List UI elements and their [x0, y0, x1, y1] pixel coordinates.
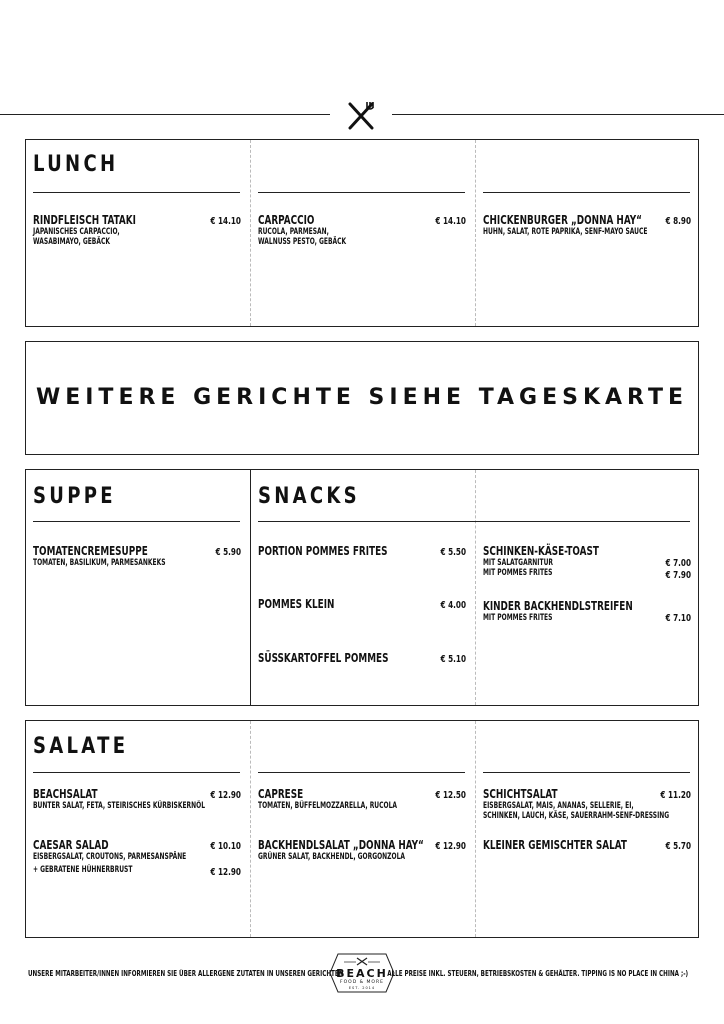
section-divider: [250, 470, 251, 705]
item-price: € 12.50: [435, 790, 466, 801]
section-title-salate: SALATE: [33, 734, 129, 759]
column-divider: [250, 721, 251, 937]
item-name: BEACHSALAT: [33, 787, 98, 801]
suppe-snacks-section: [25, 469, 699, 706]
item-price: € 7.90: [665, 570, 691, 581]
section-underline: [483, 772, 690, 773]
section-underline: [258, 192, 465, 193]
item-variant-label: MIT POMMES FRITES: [483, 568, 553, 578]
section-title-suppe: SUPPE: [33, 484, 116, 509]
column-divider: [250, 140, 251, 326]
menu-item: [483, 600, 666, 623]
item-name: TOMATENCREMESUPPE: [33, 544, 148, 558]
menu-item: [483, 545, 624, 578]
item-extra-label: + GEBRATENE HÜHNERBRUST: [33, 865, 133, 875]
item-description: BUNTER SALAT, FETA, STEIRISCHES KÜRBISKERNÖL: [33, 801, 206, 811]
section-title-lunch: LUNCH: [33, 152, 119, 177]
top-rule-right: [392, 114, 724, 115]
section-underline: [483, 192, 690, 193]
item-name: PORTION POMMES FRITES: [258, 544, 388, 558]
item-name: SCHINKEN-KÄSE-TOAST: [483, 544, 599, 558]
item-price: € 7.10: [665, 613, 691, 624]
item-description: WASABIMAYO, GEBÄCK: [33, 237, 110, 247]
item-price: € 12.90: [435, 841, 466, 852]
logo-wordmark: BEACH: [336, 967, 388, 980]
item-name: KLEINER GEMISCHTER SALAT: [483, 838, 627, 852]
section-title-snacks: SNACKS: [258, 484, 360, 509]
item-price: € 14.10: [210, 216, 241, 227]
item-price: € 5.50: [440, 547, 466, 558]
item-name: CHICKENBURGER „DONNA HAY“: [483, 213, 642, 227]
item-description: TOMATEN, BÜFFELMOZZARELLA, RUCOLA: [258, 801, 397, 811]
section-underline: [33, 192, 240, 193]
item-name: SÜSSKARTOFFEL POMMES: [258, 651, 389, 665]
top-rule-left: [0, 114, 330, 115]
footer-price-note: ALLE PREISE INKL. STEUERN, BETRIEBSKOSTEN & GEHÄLTER. TIPPING IS NO PLACE IN CHINA ;-): [387, 969, 688, 978]
section-underline: [258, 521, 690, 522]
item-description: EISBERGSALAT, MAIS, ANANAS, SELLERIE, EI,: [483, 801, 634, 811]
section-underline: [258, 772, 465, 773]
column-divider: [475, 470, 476, 705]
item-description: RUCOLA, PARMESAN,: [258, 227, 329, 237]
item-variant-label: MIT POMMES FRITES: [483, 613, 553, 623]
item-description: GRÜNER SALAT, BACKHENDL, GORGONZOLA: [258, 852, 405, 862]
item-name: CAPRESE: [258, 787, 304, 801]
logo-est: EST. 2014: [348, 986, 376, 990]
menu-item: [33, 545, 203, 568]
menu-item: [258, 545, 416, 558]
item-name: CAESAR SALAD: [33, 838, 109, 852]
menu-item: [258, 788, 436, 811]
menu-item: [258, 839, 460, 862]
beach-logo: [328, 950, 396, 996]
item-description: TOMATEN, BASILIKUM, PARMESANKEKS: [33, 558, 166, 568]
item-variant-label: MIT SALATGARNITUR: [483, 558, 554, 568]
logo-subline: FOOD & MORE: [340, 980, 384, 985]
footer-allergen-note: UNSERE MITARBEITER/INNEN INFORMIEREN SIE ÜBER ALLERGENE ZUTATEN IN UNSEREN GERICHTEN: [28, 969, 344, 978]
menu-item: [33, 839, 230, 875]
banner-text: WEITERE GERICHTE SIEHE TAGESKARTE: [35, 385, 689, 410]
item-name: POMMES KLEIN: [258, 597, 335, 611]
item-description: HUHN, SALAT, ROTE PAPRIKA, SENF-MAYO SAUCE: [483, 227, 648, 237]
item-price: € 11.20: [660, 790, 691, 801]
item-price: € 14.10: [435, 216, 466, 227]
menu-item: [258, 214, 371, 247]
item-description: SCHINKEN, LAUCH, KÄSE, SAUERRAHM-SENF-DRESSING: [483, 811, 670, 821]
item-name: BACKHENDLSALAT „DONNA HAY“: [258, 838, 424, 852]
item-price: € 5.90: [215, 547, 241, 558]
menu-item: [483, 214, 694, 237]
menu-item: [33, 214, 159, 247]
item-description: WALNUSS PESTO, GEBÄCK: [258, 237, 347, 247]
item-price: € 5.10: [440, 654, 466, 665]
menu-item: [258, 652, 417, 665]
item-name: KINDER BACKHENDLSTREIFEN: [483, 599, 633, 613]
column-divider: [475, 140, 476, 326]
item-price: € 12.90: [210, 867, 241, 878]
fork-knife-cross-icon: [345, 100, 377, 132]
item-name: SCHICHTSALAT: [483, 787, 558, 801]
section-underline: [33, 521, 240, 522]
menu-item: [483, 839, 658, 852]
item-description: JAPANISCHES CARPACCIO,: [33, 227, 120, 237]
item-price: € 7.00: [665, 558, 691, 569]
item-price: € 10.10: [210, 841, 241, 852]
item-description: EISBERGSALAT, CROUTONS, PARMESANSPÄNE: [33, 852, 187, 862]
item-name: RINDFLEISCH TATAKI: [33, 213, 136, 227]
item-price: € 8.90: [665, 216, 691, 227]
item-name: CARPACCIO: [258, 213, 315, 227]
item-price: € 5.70: [665, 841, 691, 852]
section-underline: [33, 772, 240, 773]
menu-item: [258, 598, 351, 611]
column-divider: [475, 721, 476, 937]
item-price: € 4.00: [440, 600, 466, 611]
item-price: € 12.90: [210, 790, 241, 801]
